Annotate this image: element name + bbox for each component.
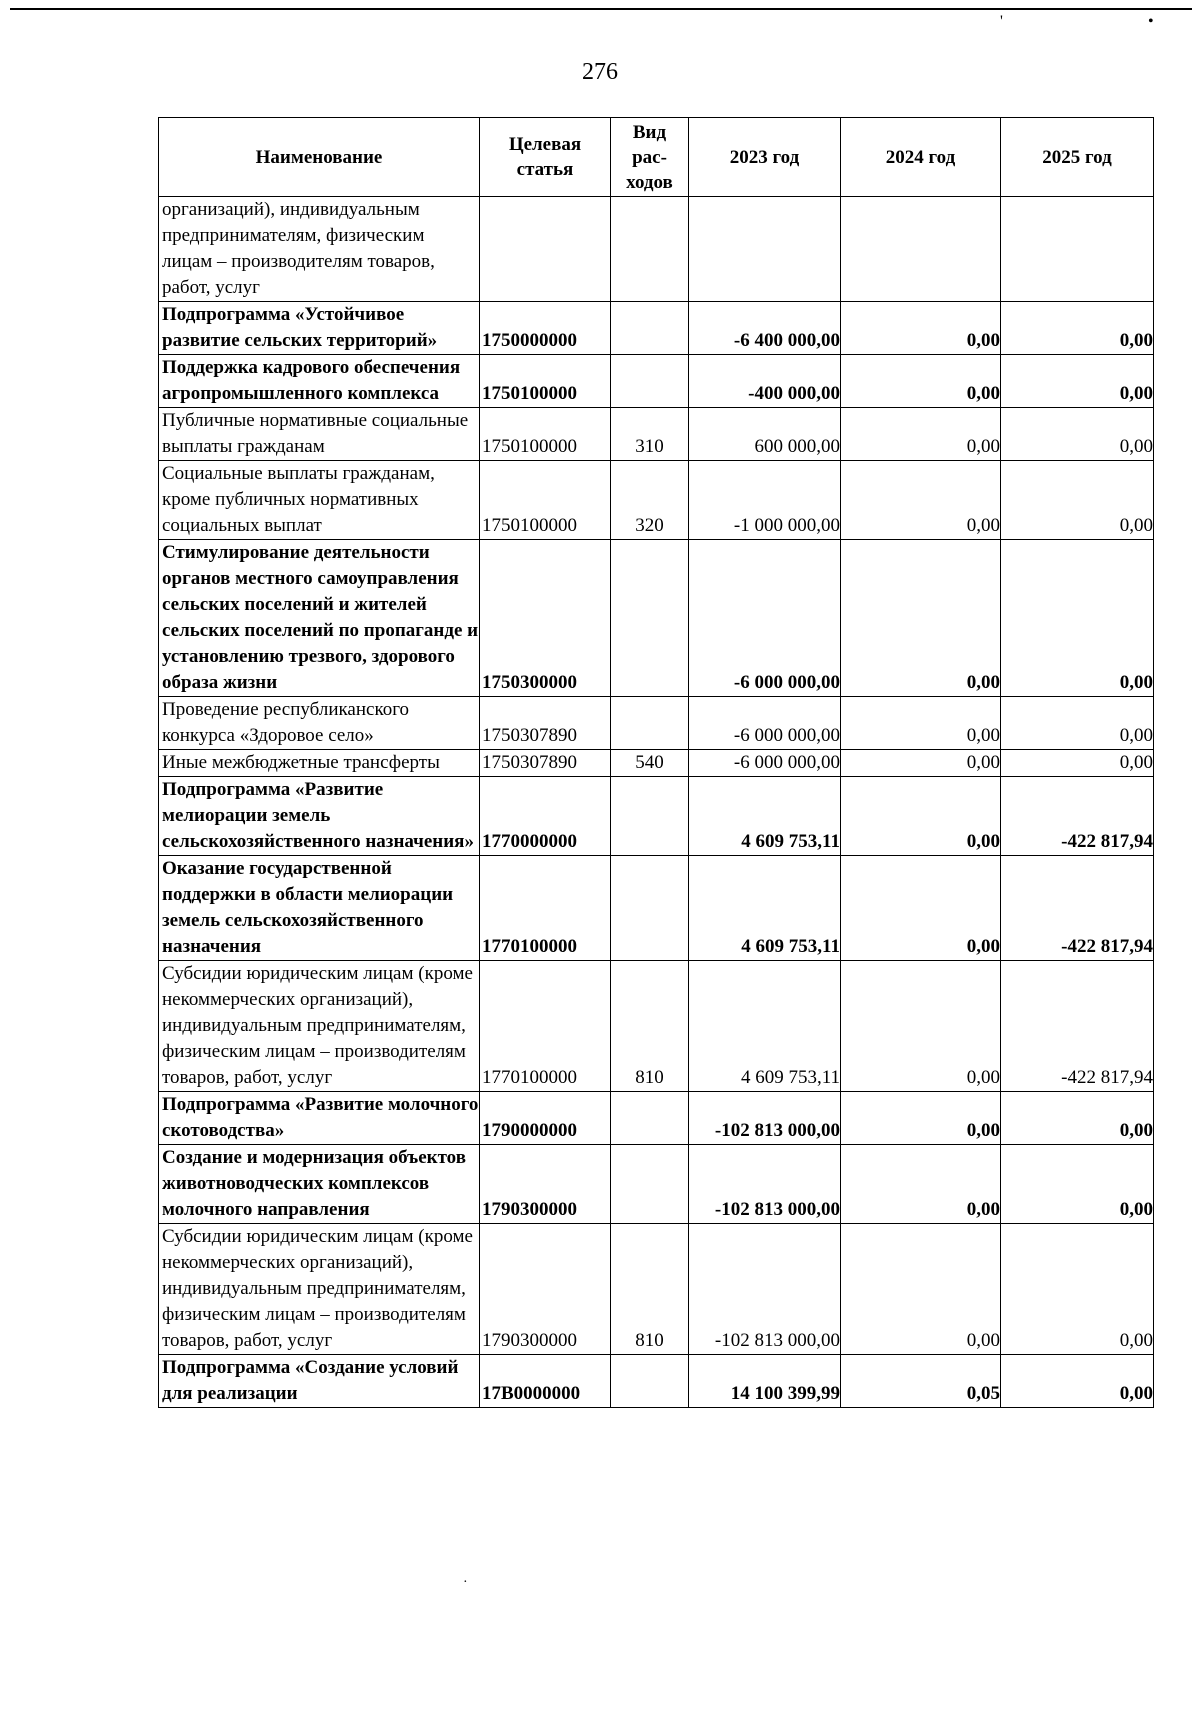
cell-y2025: -422 817,94 [1001, 856, 1154, 961]
table-row [159, 1092, 1154, 1145]
cell-y2025: 0,00 [1001, 302, 1154, 355]
table-header-row [159, 118, 1154, 197]
cell-name: Иные межбюджетные трансферты [159, 750, 480, 777]
cell-name: организаций), индивидуальным предпринимателям, физическим лицам – производителям товаров, работ, услуг [159, 197, 480, 302]
cell-target: 1790300000 [480, 1145, 611, 1224]
cell-target: 1770100000 [480, 961, 611, 1092]
cell-kind [611, 856, 689, 961]
cell-y2023: -102 813 000,00 [689, 1092, 841, 1145]
table-row [159, 461, 1154, 540]
cell-target: 1750100000 [480, 355, 611, 408]
cell-kind: 540 [611, 750, 689, 777]
header-2025: 2025 год [1001, 118, 1154, 197]
cell-y2025: 0,00 [1001, 461, 1154, 540]
cell-target: 1750100000 [480, 408, 611, 461]
cell-kind [611, 540, 689, 697]
table-row [159, 540, 1154, 697]
cell-y2023: -6 000 000,00 [689, 750, 841, 777]
cell-kind: 810 [611, 1224, 689, 1355]
cell-kind [611, 302, 689, 355]
cell-kind [611, 1145, 689, 1224]
cell-y2025 [1001, 197, 1154, 302]
cell-y2023: -6 000 000,00 [689, 697, 841, 750]
table-row [159, 777, 1154, 856]
cell-name: Проведение республиканского конкурса «Здоровое село» [159, 697, 480, 750]
cell-y2023: -102 813 000,00 [689, 1224, 841, 1355]
top-border-line [10, 8, 1192, 10]
cell-target: 1750307890 [480, 750, 611, 777]
cell-y2024: 0,05 [841, 1355, 1001, 1408]
cell-y2023: -102 813 000,00 [689, 1145, 841, 1224]
cell-name: Стимулирование деятельности органов местного самоуправления сельских поселений и жителей сельских поселений по пропаганде и установлению трезвого, здорового образа жизни [159, 540, 480, 697]
header-2023: 2023 год [689, 118, 841, 197]
cell-target: 1790300000 [480, 1224, 611, 1355]
cell-kind [611, 1355, 689, 1408]
cell-name: Субсидии юридическим лицам (кроме некоммерческих организаций), индивидуальным предпринимателям, физическим лицам – производителям товаров, работ, услуг [159, 961, 480, 1092]
cell-y2023: 4 609 753,11 [689, 961, 841, 1092]
cell-y2025: 0,00 [1001, 1355, 1154, 1408]
cell-target: 1750300000 [480, 540, 611, 697]
cell-name: Поддержка кадрового обеспечения агропромышленного комплекса [159, 355, 480, 408]
page-number: 276 [582, 59, 618, 85]
cell-y2025: 0,00 [1001, 1145, 1154, 1224]
cell-kind [611, 355, 689, 408]
cell-name: Субсидии юридическим лицам (кроме некоммерческих организаций), индивидуальным предпринимателям, физическим лицам – производителям товаров, работ, услуг [159, 1224, 480, 1355]
cell-name: Подпрограмма «Развитие мелиорации земель сельскохозяйственного назначения» [159, 777, 480, 856]
budget-table-container [158, 117, 1153, 1408]
cell-y2025: 0,00 [1001, 1092, 1154, 1145]
cell-name: Подпрограмма «Развитие молочного скотоводства» [159, 1092, 480, 1145]
header-2024: 2024 год [841, 118, 1001, 197]
table-row [159, 856, 1154, 961]
cell-y2024: 0,00 [841, 856, 1001, 961]
cell-y2023: -400 000,00 [689, 355, 841, 408]
cell-y2024: 0,00 [841, 355, 1001, 408]
cell-y2024: 0,00 [841, 461, 1001, 540]
table-row [159, 302, 1154, 355]
header-kind-label: Вид рас-ходов [626, 121, 673, 193]
table-row [159, 1355, 1154, 1408]
cell-y2023: 14 100 399,99 [689, 1355, 841, 1408]
cell-y2023: 600 000,00 [689, 408, 841, 461]
header-target [480, 118, 611, 197]
cell-y2023: 4 609 753,11 [689, 856, 841, 961]
cell-y2024: 0,00 [841, 697, 1001, 750]
cell-kind [611, 697, 689, 750]
cell-name: Подпрограмма «Создание условий для реализации [159, 1355, 480, 1408]
cell-y2023 [689, 197, 841, 302]
cell-y2024: 0,00 [841, 1145, 1001, 1224]
cell-y2024: 0,00 [841, 1224, 1001, 1355]
cell-y2024: 0,00 [841, 1092, 1001, 1145]
cell-kind [611, 1092, 689, 1145]
cell-target: 1770000000 [480, 777, 611, 856]
cell-target: 1790000000 [480, 1092, 611, 1145]
table-row [159, 697, 1154, 750]
header-kind [611, 118, 689, 197]
table-row [159, 408, 1154, 461]
cell-y2024: 0,00 [841, 750, 1001, 777]
table-row [159, 750, 1154, 777]
cell-kind: 310 [611, 408, 689, 461]
cell-target: 1770100000 [480, 856, 611, 961]
cell-target: 17В0000000 [480, 1355, 611, 1408]
cell-name: Подпрограмма «Устойчивое развитие сельских территорий» [159, 302, 480, 355]
cell-y2025: 0,00 [1001, 750, 1154, 777]
cell-kind: 810 [611, 961, 689, 1092]
cell-y2023: -6 000 000,00 [689, 540, 841, 697]
cell-y2023: -1 000 000,00 [689, 461, 841, 540]
cell-y2024: 0,00 [841, 777, 1001, 856]
header-name: Наименование [159, 118, 480, 197]
cell-y2025: 0,00 [1001, 697, 1154, 750]
cell-target: 1750100000 [480, 461, 611, 540]
cell-y2024: 0,00 [841, 302, 1001, 355]
cell-y2025: 0,00 [1001, 355, 1154, 408]
table-row [159, 1145, 1154, 1224]
cell-name: Оказание государственной поддержки в области мелиорации земель сельскохозяйственного назначения [159, 856, 480, 961]
cell-name: Создание и модернизация объектов животноводческих комплексов молочного направления [159, 1145, 480, 1224]
cell-target: 1750307890 [480, 697, 611, 750]
cell-y2024: 0,00 [841, 961, 1001, 1092]
cell-name: Публичные нормативные социальные выплаты гражданам [159, 408, 480, 461]
cell-y2023: 4 609 753,11 [689, 777, 841, 856]
cell-target [480, 197, 611, 302]
cell-kind [611, 777, 689, 856]
cell-y2025: 0,00 [1001, 408, 1154, 461]
scan-mark: • [1148, 13, 1154, 30]
header-target-label: Целевая статья [508, 134, 582, 180]
cell-y2024: 0,00 [841, 540, 1001, 697]
cell-kind: 320 [611, 461, 689, 540]
table-row [159, 961, 1154, 1092]
cell-y2023: -6 400 000,00 [689, 302, 841, 355]
table-row [159, 355, 1154, 408]
table-body [159, 197, 1154, 1408]
scan-mark: ' [1000, 13, 1003, 30]
scan-dot: · [463, 1575, 468, 1590]
budget-table [158, 117, 1154, 1408]
table-row [159, 1224, 1154, 1355]
cell-y2025: 0,00 [1001, 1224, 1154, 1355]
cell-kind [611, 197, 689, 302]
cell-y2025: -422 817,94 [1001, 961, 1154, 1092]
cell-target: 1750000000 [480, 302, 611, 355]
cell-name: Социальные выплаты гражданам, кроме публичных нормативных социальных выплат [159, 461, 480, 540]
cell-y2025: 0,00 [1001, 540, 1154, 697]
cell-y2024: 0,00 [841, 408, 1001, 461]
table-row [159, 197, 1154, 302]
cell-y2024 [841, 197, 1001, 302]
cell-y2025: -422 817,94 [1001, 777, 1154, 856]
